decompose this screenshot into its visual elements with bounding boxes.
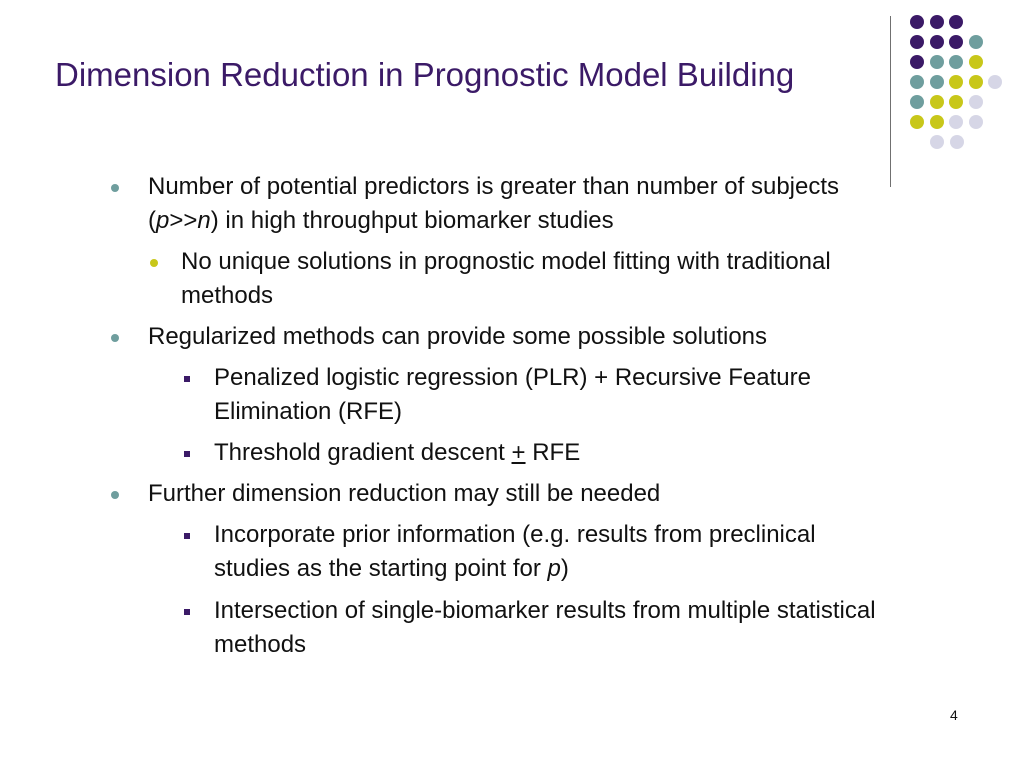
logo-dot bbox=[949, 115, 963, 129]
text-run: n bbox=[197, 207, 211, 234]
logo-dot bbox=[930, 115, 944, 129]
logo-dot bbox=[949, 75, 963, 89]
logo-dot bbox=[930, 75, 944, 89]
text-run: Number of potential predictors is greater than number of subjects ( bbox=[148, 173, 840, 234]
square-bullet-icon bbox=[184, 609, 190, 615]
logo-dot bbox=[910, 55, 924, 69]
logo-dot bbox=[949, 95, 963, 109]
text-run: Incorporate prior information (e.g. results from preclinical studies as the starting point for bbox=[214, 521, 816, 582]
round-bullet-icon bbox=[111, 184, 119, 192]
logo-dot bbox=[930, 15, 944, 29]
square-bullet-icon bbox=[184, 533, 190, 539]
logo-dot bbox=[988, 75, 1002, 89]
round-bullet-icon bbox=[150, 259, 158, 267]
square-bullet-icon bbox=[184, 451, 190, 457]
text-run: No unique solutions in prognostic model fitting with traditional methods bbox=[181, 248, 831, 309]
logo-dot bbox=[950, 135, 964, 149]
text-run: + bbox=[511, 439, 526, 466]
slide-title: Dimension Reduction in Prognostic Model Building bbox=[55, 56, 795, 93]
text-run: p bbox=[547, 555, 561, 582]
text-run: >> bbox=[169, 207, 198, 234]
logo-dot bbox=[969, 115, 983, 129]
text-run: Intersection of single-biomarker results from multiple statistical methods bbox=[214, 597, 876, 658]
logo-dot bbox=[910, 75, 924, 89]
logo-dot bbox=[969, 55, 983, 69]
bullet-text bbox=[148, 320, 888, 354]
logo-dot bbox=[969, 35, 983, 49]
round-bullet-icon bbox=[111, 334, 119, 342]
text-run: Further dimension reduction may still be needed bbox=[148, 480, 661, 507]
text-run: Penalized logistic regression (PLR) + Recursive Feature Elimination (RFE) bbox=[214, 364, 811, 425]
logo-dot bbox=[930, 95, 944, 109]
bullet-text bbox=[214, 518, 884, 586]
bullet-text bbox=[214, 594, 884, 662]
bullet-text bbox=[148, 477, 888, 511]
logo-dot bbox=[969, 75, 983, 89]
text-run: ) in high throughput biomarker studies bbox=[210, 207, 614, 234]
logo-dot bbox=[949, 55, 963, 69]
bullet-text bbox=[148, 170, 888, 238]
bullet-text bbox=[214, 361, 884, 429]
logo-dot bbox=[930, 55, 944, 69]
logo-dot bbox=[910, 115, 924, 129]
round-bullet-icon bbox=[111, 491, 119, 499]
logo-dot bbox=[969, 95, 983, 109]
logo-dot bbox=[910, 15, 924, 29]
logo-dot bbox=[930, 35, 944, 49]
logo-dot bbox=[910, 35, 924, 49]
text-run: Regularized methods can provide some possible solutions bbox=[148, 323, 768, 350]
bullet-text bbox=[214, 436, 884, 470]
logo-dot bbox=[910, 95, 924, 109]
page-number: 4 bbox=[950, 707, 958, 723]
logo-dot bbox=[949, 35, 963, 49]
text-run: p bbox=[156, 207, 170, 234]
bullet-text bbox=[181, 245, 881, 313]
text-run: RFE bbox=[525, 439, 581, 466]
text-run: Threshold gradient descent bbox=[214, 439, 512, 466]
logo-dot bbox=[930, 135, 944, 149]
text-run: ) bbox=[560, 555, 569, 582]
square-bullet-icon bbox=[184, 376, 190, 382]
logo-dot bbox=[949, 15, 963, 29]
